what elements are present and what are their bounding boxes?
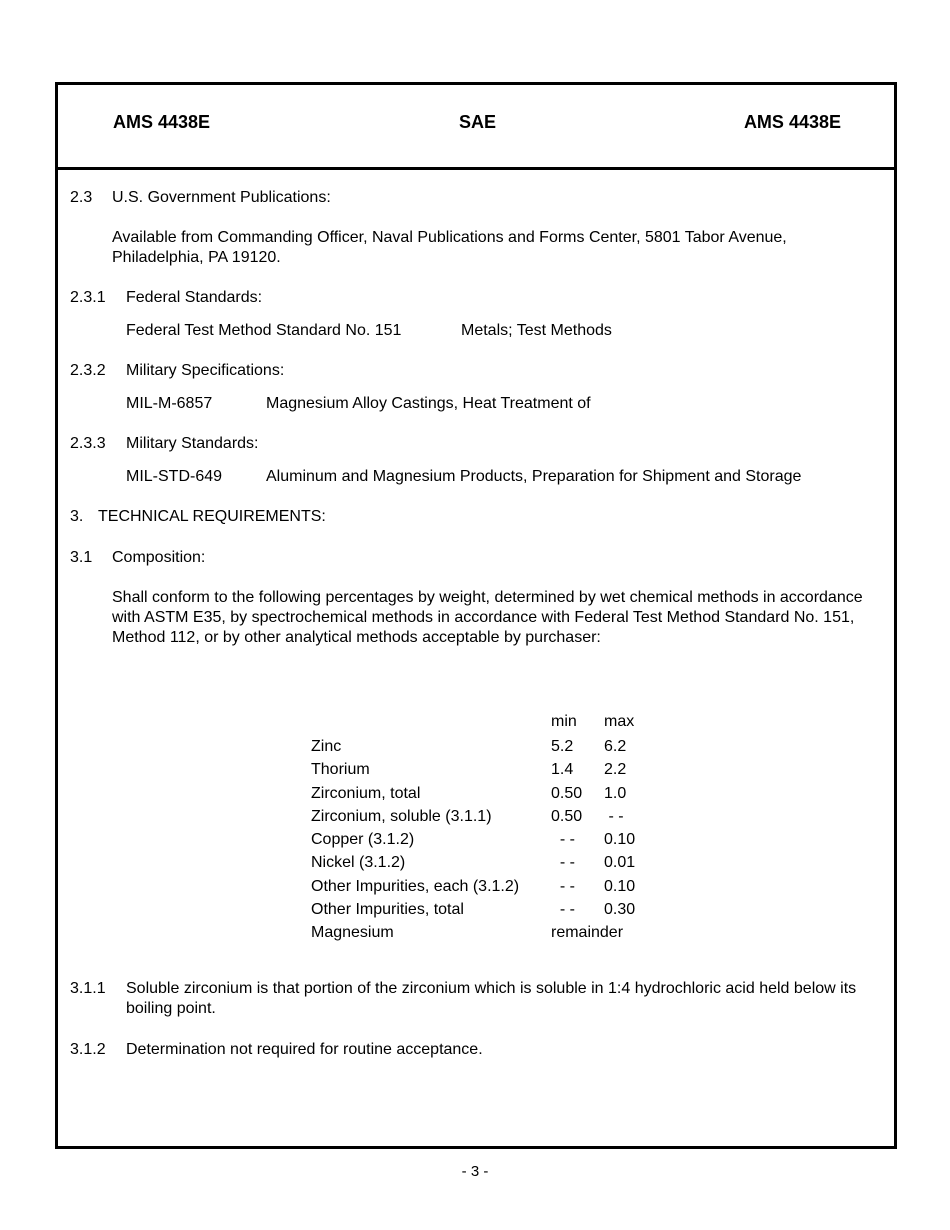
composition-header-max: max: [604, 713, 635, 730]
section-3-1-1-body: Soluble zirconium is that portion of the zirconium which is soluble in 1:4 hydrochloric acid held below its boiling point.: [126, 980, 857, 1017]
section-2-3-body: Available from Commanding Officer, Naval Publications and Forms Center, 5801 Tabor Avenue, Philadelphia, PA 19120.: [112, 229, 787, 266]
composition-min: - -: [551, 877, 575, 895]
composition-element: Other Impurities, total: [311, 901, 464, 919]
composition-element: Thorium: [311, 761, 370, 779]
composition-max: 6.2: [604, 738, 627, 755]
section-2-3-2-title: Military Specifications:: [126, 362, 285, 379]
section-2-3-1-description: Metals; Test Methods: [461, 322, 612, 339]
section-3-1-1-number: 3.1.1: [70, 980, 106, 997]
composition-min: remainder: [551, 924, 624, 942]
composition-min: 0.50: [551, 807, 583, 825]
section-2-3-3-document: MIL-STD-649: [126, 468, 223, 485]
section-2-3-1-title: Federal Standards:: [126, 289, 263, 306]
composition-min: 0.50: [551, 784, 583, 802]
document-header: [58, 85, 894, 170]
section-3-1-body: Shall conform to the following percentages by weight, determined by wet chemical methods in accordance with ASTM E35, by spectrochemical methods in accordance with Federal Test Method Standard No. 151, Method 112, or by other analytical methods acceptable by purchaser:: [112, 589, 863, 646]
section-2-3-1-number: 2.3.1: [70, 289, 106, 306]
section-3-1-2-body: Determination not required for routine acceptance.: [126, 1041, 483, 1058]
section-3-1-title: Composition:: [112, 549, 206, 566]
section-2-3-2-document: MIL-M-6857: [126, 395, 213, 412]
composition-max: 2.2: [604, 761, 627, 779]
section-3-title: TECHNICAL REQUIREMENTS:: [98, 508, 326, 525]
section-2-3-2-description: Magnesium Alloy Castings, Heat Treatment of: [266, 395, 591, 412]
composition-element: Zinc: [311, 738, 342, 755]
section-2-3-title: U.S. Government Publications:: [112, 189, 331, 206]
composition-element: Nickel (3.1.2): [311, 854, 406, 872]
header-spec-right: AMS 4438E: [743, 112, 841, 132]
composition-max: 0.30: [604, 901, 636, 919]
composition-max: 1.0: [604, 784, 627, 802]
section-2-3-1-document: Federal Test Method Standard No. 151: [126, 322, 402, 339]
composition-max: 0.10: [604, 831, 636, 849]
composition-element: Copper (3.1.2): [311, 831, 415, 849]
section-2-3-3-description: Aluminum and Magnesium Products, Preparation for Shipment and Storage: [266, 468, 802, 485]
section-3-1-2-number: 3.1.2: [70, 1041, 106, 1058]
composition-min: - -: [551, 901, 575, 919]
composition-max: 0.01: [604, 854, 636, 872]
page-number: - 3 -: [461, 1163, 489, 1180]
composition-max: - -: [604, 807, 624, 825]
composition-element: Magnesium: [311, 924, 394, 942]
composition-min: - -: [551, 831, 575, 849]
section-2-3-3-title: Military Standards:: [126, 435, 259, 452]
section-3-1-number: 3.1: [70, 549, 93, 566]
section-2-3-2-number: 2.3.2: [70, 362, 106, 379]
composition-header-min: min: [551, 713, 577, 730]
composition-element: Zirconium, soluble (3.1.1): [311, 807, 492, 825]
header-spec-left: AMS 4438E: [113, 112, 211, 132]
section-2-3-number: 2.3: [70, 189, 93, 206]
section-2-3-3-number: 2.3.3: [70, 435, 106, 452]
header-org: SAE: [459, 112, 497, 132]
composition-element: Other Impurities, each (3.1.2): [311, 877, 520, 895]
composition-element: Zirconium, total: [311, 784, 421, 802]
composition-max: 0.10: [604, 877, 636, 895]
composition-min: - -: [551, 854, 575, 872]
section-3-number: 3.: [70, 508, 84, 525]
composition-min: 1.4: [551, 761, 574, 779]
composition-min: 5.2: [551, 738, 574, 755]
